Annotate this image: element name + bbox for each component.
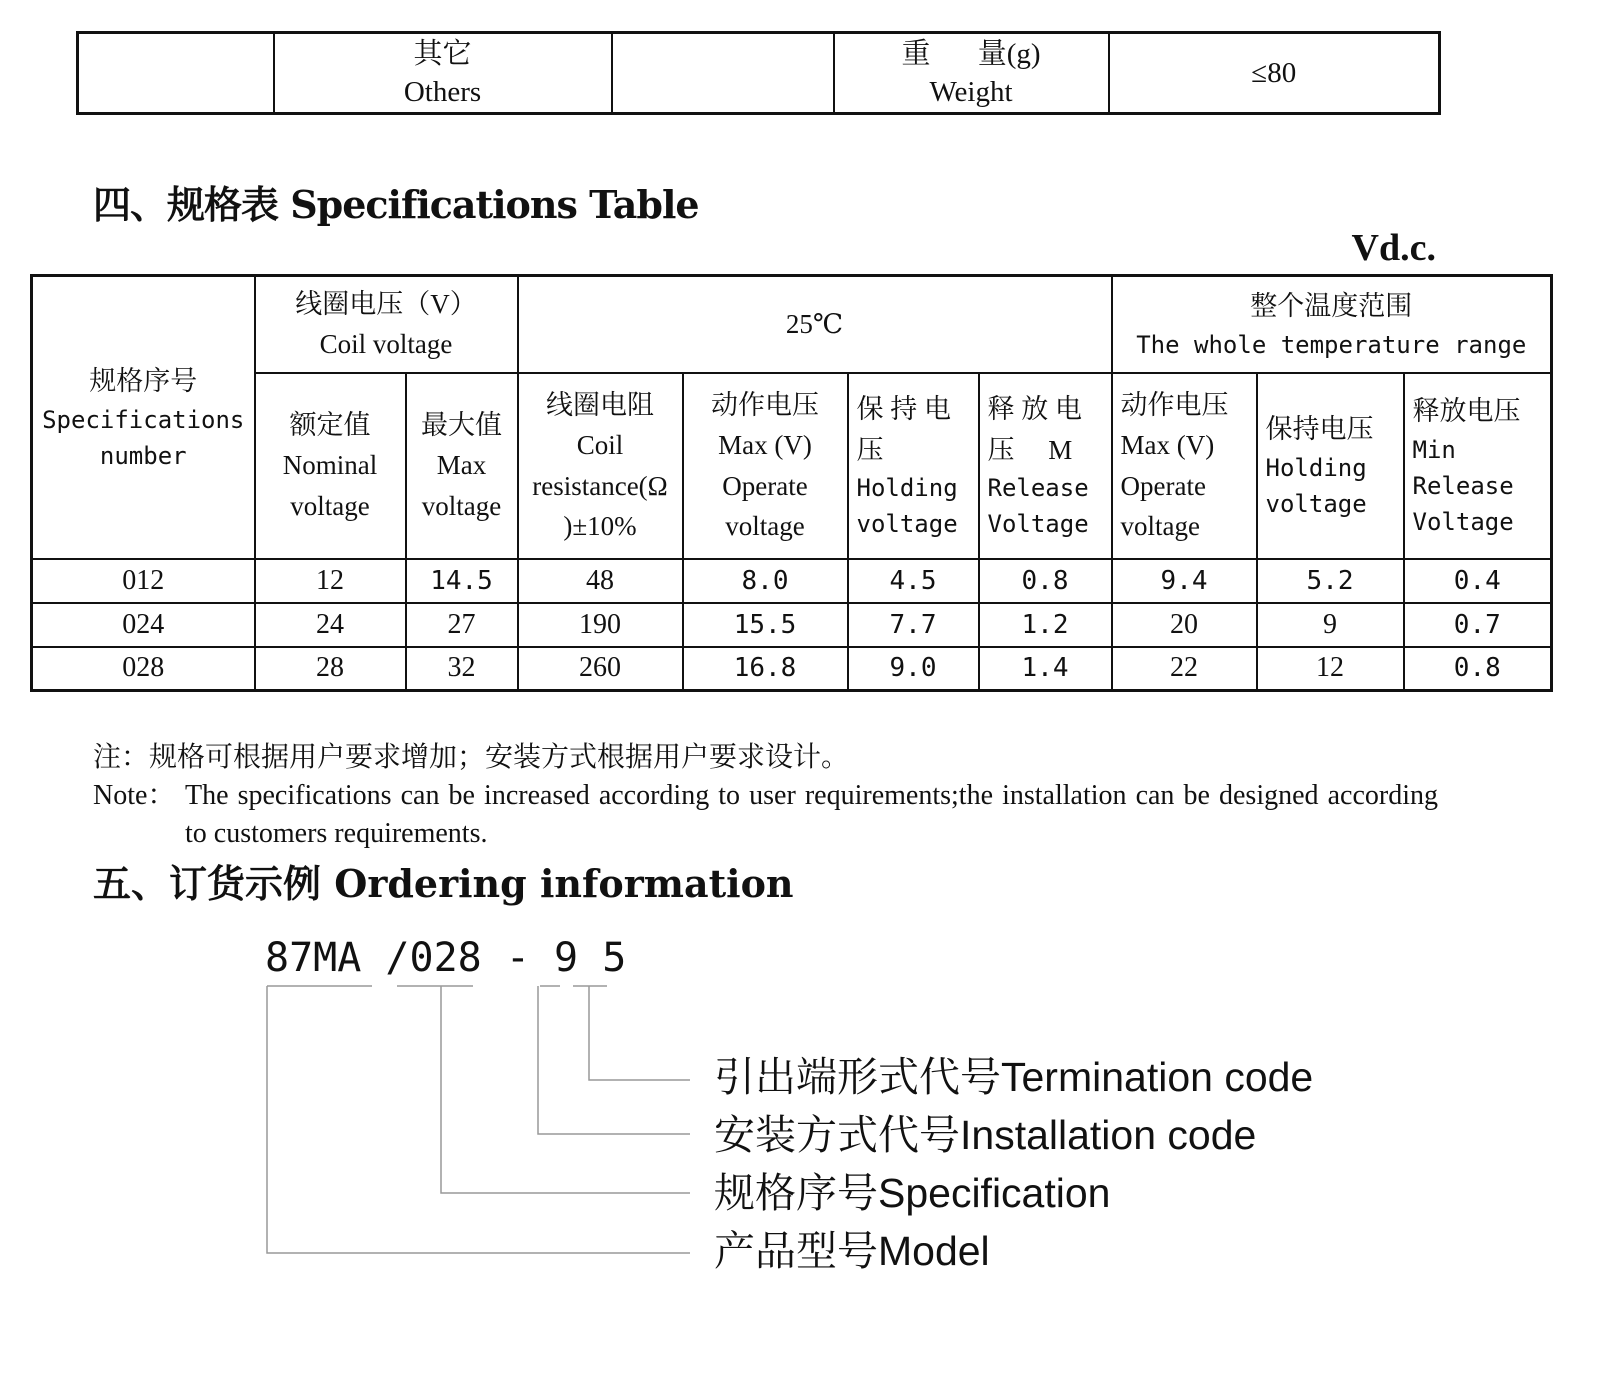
code-model: 87MA: [265, 935, 362, 981]
w-operate-en2: Operate: [1120, 470, 1206, 501]
table-cell: 32: [406, 647, 518, 691]
table-cell: 22: [1112, 647, 1257, 691]
spec-no-en1: Specifications: [42, 405, 245, 434]
note-label: Note：: [93, 780, 176, 811]
table-cell: 8.0: [683, 559, 848, 603]
w-operate-en1: Max (V): [1120, 430, 1215, 460]
ordering-section-title: 五、订货示例 Ordering information: [93, 861, 794, 906]
w-holding-en1: Holding: [1265, 453, 1367, 482]
legend-model: 产品型号Model: [714, 1228, 990, 1274]
spec-no-cn: 规格序号: [89, 366, 198, 396]
release-cn2: 压 M: [987, 434, 1073, 465]
table-cell: 260: [518, 647, 683, 691]
max-en1: Max: [436, 450, 487, 481]
table-cell: 15.5: [683, 603, 848, 647]
table-cell: 0.8: [979, 559, 1112, 603]
code-term: 5: [602, 935, 627, 981]
table-cell: 7.7: [848, 603, 979, 647]
w-release-en3: Voltage: [1412, 507, 1514, 536]
nominal-en1: Nominal: [282, 450, 378, 481]
holding-en2: voltage: [856, 510, 958, 538]
code-sep-2: -: [481, 935, 554, 981]
w-release-en1: Min: [1412, 435, 1456, 464]
table-cell: 12: [255, 559, 406, 603]
code-install: 9: [554, 935, 579, 981]
holding-cn2: 压: [856, 434, 884, 465]
note-text: The specifications can be increased according to user requirements;the installation can be designed according to customers requirements.: [185, 780, 1438, 849]
nominal-cn: 额定值: [289, 409, 371, 440]
code-sep-1: /: [361, 935, 410, 981]
coil-res-cn: 线圈电阻: [546, 389, 654, 420]
coil-voltage-cn: 线圈电压（V）: [295, 288, 477, 319]
w-release-en2: Release: [1412, 471, 1514, 500]
coil-res-en3: )±10%: [563, 511, 637, 541]
spec-connector: [441, 986, 690, 1193]
weight-cn: 重 量(g): [901, 38, 1041, 70]
table-cell: 9: [1257, 603, 1404, 647]
holding-cn1: 保 持 电: [856, 394, 951, 424]
operate-en1: Max (V): [718, 430, 812, 460]
w-release-cn: 释放电压: [1412, 396, 1521, 427]
table-cell: 1.4: [979, 647, 1112, 691]
w-operate-cn: 动作电压: [1120, 389, 1229, 420]
release-en1: Release: [987, 474, 1089, 502]
table-cell: 9.0: [848, 647, 979, 691]
header-25c: 25℃: [518, 276, 1112, 373]
table-cell: 190: [518, 603, 683, 647]
legend-termination: 引出端形式代号Termination code: [714, 1054, 1314, 1100]
spec-no-en2: number: [99, 441, 187, 470]
others-en: Others: [403, 76, 482, 108]
max-en2: voltage: [421, 490, 502, 521]
operate-cn: 动作电压: [711, 389, 819, 420]
table-cell: 14.5: [406, 559, 518, 603]
table-cell: 0.8: [1404, 647, 1552, 691]
model-connector: [267, 986, 690, 1253]
term-connector: [589, 986, 690, 1080]
table-cell: 0.4: [1404, 559, 1552, 603]
legend-specification: 规格序号Specification: [714, 1170, 1111, 1216]
coil-res-en2: resistance(Ω: [532, 470, 668, 501]
holding-en1: Holding: [856, 474, 958, 502]
whole-range-cn: 整个温度范围: [1250, 291, 1413, 321]
unit-label: Vd.c.: [1351, 227, 1436, 269]
coil-res-en1: Coil: [576, 430, 624, 460]
release-cn1: 释 放 电: [987, 394, 1082, 424]
table-cell: 5.2: [1257, 559, 1404, 603]
weight-value-cell: ≤80: [1109, 33, 1440, 114]
max-cn: 最大值: [421, 409, 502, 440]
w-holding-en2: voltage: [1265, 489, 1367, 518]
operate-en2: Operate: [722, 470, 808, 501]
operate-en3: voltage: [725, 511, 805, 541]
table-cell: 1.2: [979, 603, 1112, 647]
others-cn: 其它: [413, 38, 472, 70]
table-cell: 48: [518, 559, 683, 603]
spec-section-title: 四、规格表 Specifications Table: [93, 182, 699, 227]
code-spec: 028: [409, 935, 482, 981]
nominal-en2: voltage: [290, 490, 370, 521]
legend-installation: 安装方式代号Installation code: [714, 1112, 1257, 1158]
table-cell: 028: [32, 647, 255, 691]
release-en2: Voltage: [987, 510, 1089, 538]
coil-voltage-en: Coil voltage: [319, 329, 453, 360]
table-cell: 20: [1112, 603, 1257, 647]
table-cell: 28: [255, 647, 406, 691]
table-cell: 12: [1257, 647, 1404, 691]
w-operate-en3: voltage: [1120, 511, 1201, 541]
table-cell: 024: [32, 603, 255, 647]
weight-en: Weight: [929, 76, 1013, 108]
w-holding-cn: 保持电压: [1265, 414, 1374, 445]
table-cell: 27: [406, 603, 518, 647]
whole-range-en: The whole temperature range: [1136, 330, 1527, 359]
install-connector: [538, 986, 690, 1134]
note-chinese: 注：规格可根据用户要求增加；安装方式根据用户要求设计。: [93, 742, 850, 773]
table-cell: 4.5: [848, 559, 979, 603]
table-cell: 012: [32, 559, 255, 603]
table-cell: 0.7: [1404, 603, 1552, 647]
table-cell: 9.4: [1112, 559, 1257, 603]
table-cell: 16.8: [683, 647, 848, 691]
table-cell: 24: [255, 603, 406, 647]
